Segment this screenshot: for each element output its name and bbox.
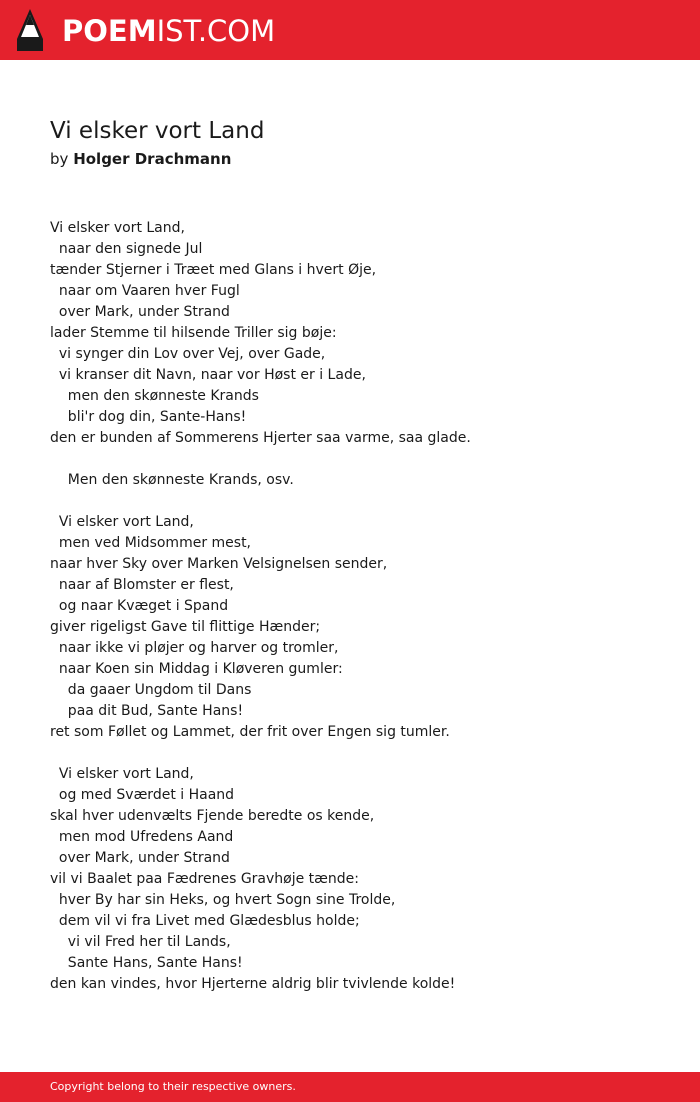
poem-body (50, 218, 670, 995)
poem-line: giver rigeligst Gave til flittige Hænder; (50, 619, 321, 635)
poem-line: vi vil Fred her til Lands, (50, 934, 231, 950)
poem-line: ret som Føllet og Lammet, der frit over Engen sig tumler. (50, 724, 450, 740)
poem-line: den er bunden af Sommerens Hjerter saa varme, saa glade. (50, 430, 471, 446)
poem-title: Vi elsker vort Land (50, 118, 265, 144)
poem-line: vi synger din Lov over Vej, over Gade, (50, 346, 326, 362)
site-header (0, 0, 700, 60)
poem-line: hver By har sin Heks, og hvert Sogn sine Trolde, (50, 892, 396, 908)
poem-line (50, 491, 670, 512)
pencil-logo-icon[interactable] (17, 9, 43, 51)
poem-line: Vi elsker vort Land, (50, 766, 194, 782)
site-footer (0, 1072, 700, 1102)
poem-line: Sante Hans, Sante Hans! (50, 955, 243, 971)
brand-bold: POEM (62, 14, 157, 48)
poem-line: skal hver udenvælts Fjende beredte os kende, (50, 808, 375, 824)
poem-line: naar af Blomster er flest, (50, 577, 234, 593)
site-logo-text[interactable] (62, 14, 275, 48)
copyright-text: Copyright belong to their respective owners. (50, 1080, 296, 1093)
poem-line: vil vi Baalet paa Fædrenes Gravhøje tænde: (50, 871, 360, 887)
by-label: by (50, 150, 69, 168)
poem-line: over Mark, under Strand (50, 850, 230, 866)
poem-line: Vi elsker vort Land, (50, 220, 185, 236)
poem-line: den kan vindes, hvor Hjerterne aldrig blir tvivlende kolde! (50, 976, 456, 992)
poem-line: Vi elsker vort Land, (50, 514, 194, 530)
poem-line: Men den skønneste Krands, osv. (50, 472, 294, 488)
poem-line: bli'r dog din, Sante-Hans! (50, 409, 247, 425)
poem-line: naar Koen sin Middag i Kløveren gumler: (50, 661, 343, 677)
poem-line: tænder Stjerner i Træet med Glans i hvert Øje, (50, 262, 377, 278)
poem-line: naar hver Sky over Marken Velsignelsen sender, (50, 556, 388, 572)
poem-line: men den skønneste Krands (50, 388, 259, 404)
poem-line: over Mark, under Strand (50, 304, 230, 320)
poem-line (50, 449, 670, 470)
poem-line: vi kranser dit Navn, naar vor Høst er i Lade, (50, 367, 366, 383)
poem-line: dem vil vi fra Livet med Glædesblus holde; (50, 913, 360, 929)
poem-line: men ved Midsommer mest, (50, 535, 252, 551)
poem-line: paa dit Bud, Sante Hans! (50, 703, 244, 719)
poem-line: lader Stemme til hilsende Triller sig bøje: (50, 325, 337, 341)
poem-byline (50, 149, 231, 169)
poem-line: naar ikke vi pløjer og harver og tromler, (50, 640, 339, 656)
poem-line: naar den signede Jul (50, 241, 203, 257)
poem-line: da gaaer Ungdom til Dans (50, 682, 252, 698)
poem-line (50, 743, 670, 764)
poem-author: Holger Drachmann (73, 150, 232, 168)
poem-line: og med Sværdet i Haand (50, 787, 235, 803)
poem-line: naar om Vaaren hver Fugl (50, 283, 240, 299)
poem-line: men mod Ufredens Aand (50, 829, 234, 845)
brand-light: IST.COM (156, 14, 276, 48)
poem-line: og naar Kvæget i Spand (50, 598, 229, 614)
